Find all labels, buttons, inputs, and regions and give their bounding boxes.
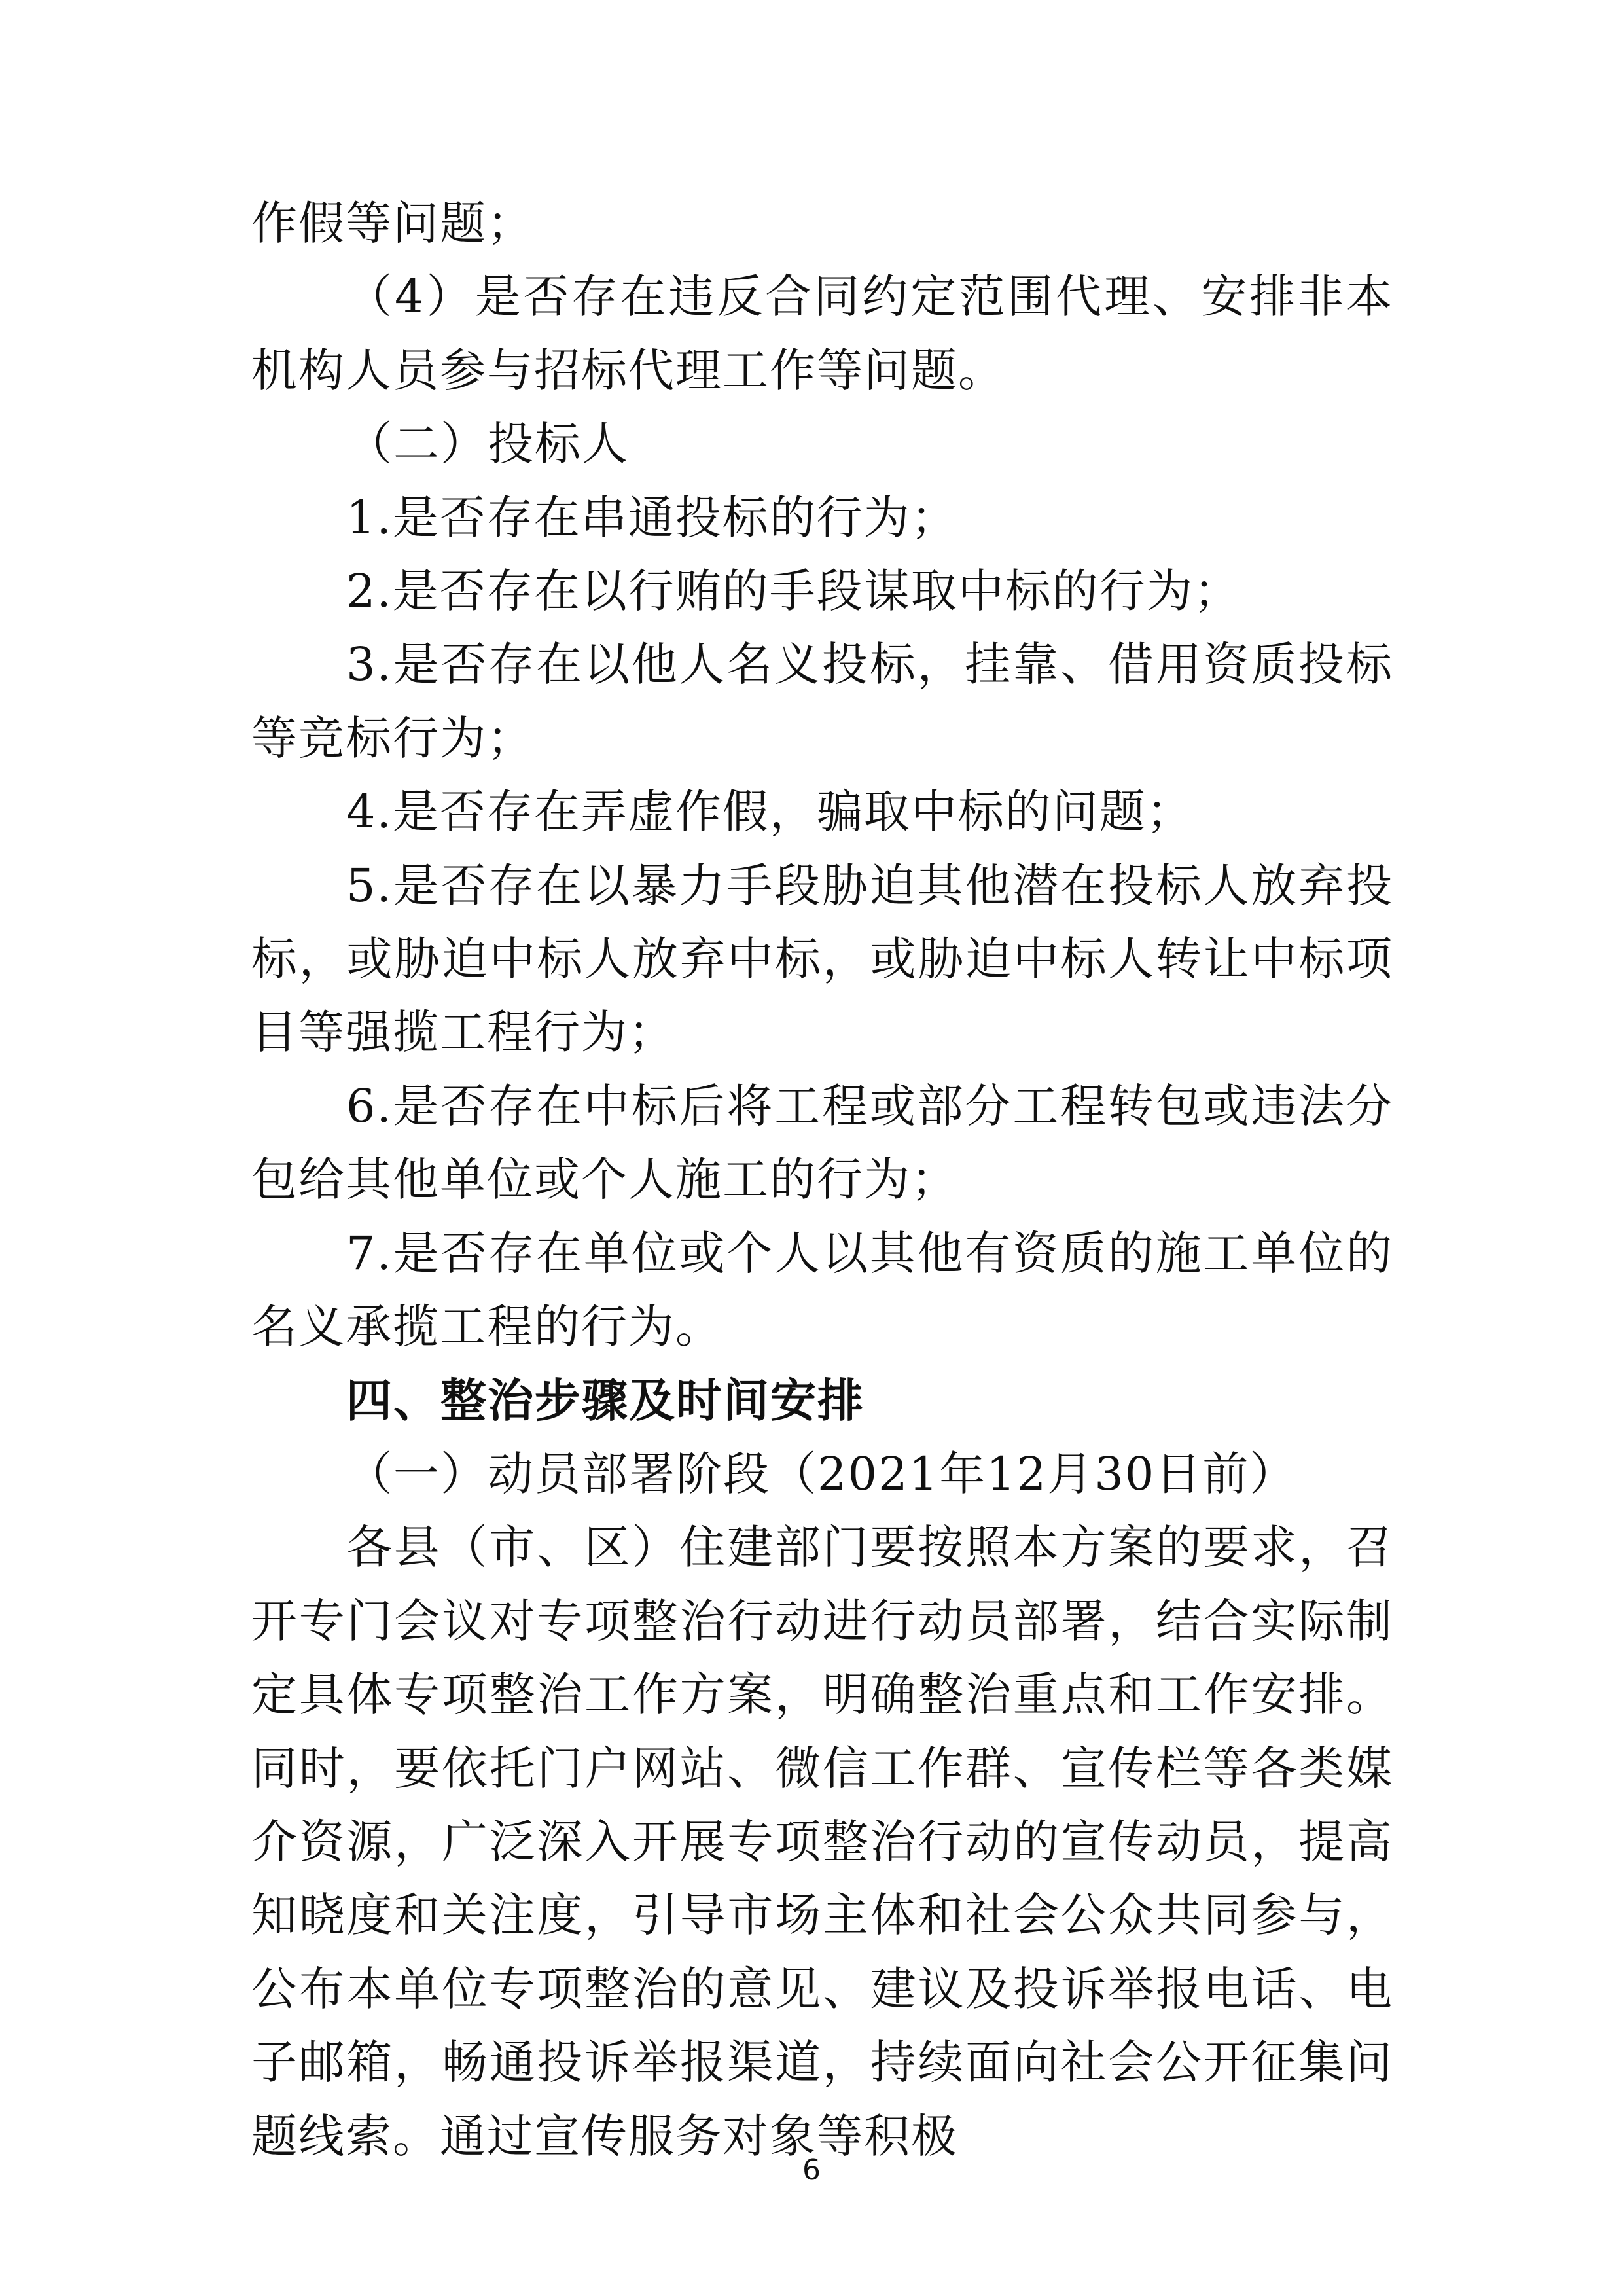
- document-body: [251, 187, 1393, 2173]
- list-item-3: 3.是否存在以他人名义投标，挂靠、借用资质投标等竞标行为；: [251, 637, 1393, 765]
- page-number: 6: [802, 2153, 821, 2187]
- paragraph-continuation: 作假等问题；: [251, 196, 534, 250]
- list-item-2: 2.是否存在以行贿的手段谋取中标的行为；: [346, 564, 1241, 619]
- list-item-1: 1.是否存在串通投标的行为；: [346, 490, 958, 545]
- subheading-bidders: （二）投标人: [346, 417, 629, 471]
- paragraph-mobilization-body: 各县（市、区）住建部门要按照本方案的要求，召开专门会议对专项整治行动进行动员部署，结合实际制定具体专项整治工作方案，明确整治重点和工作安排。同时，要依托门户网站、微信工作群、宣传栏等各类媒介资源，广泛深入开展专项整治行动的宣传动员，提高知晓度和关注度，引导市场主体和社会公众共同参与，公布本单位专项整治的意见、建议及投诉举报电话、电子邮箱，畅通投诉举报渠道，持续面向社会公开征集问题线索。通过宣传服务对象等积极: [251, 1520, 1393, 2163]
- paragraph-item-4: （4）是否存在违反合同约定范围代理、安排非本机构人员参与招标代理工作等问题。: [251, 270, 1393, 397]
- list-item-6: 6.是否存在中标后将工程或部分工程转包或违法分包给其他单位或个人施工的行为；: [251, 1079, 1393, 1207]
- list-item-5: 5.是否存在以暴力手段胁迫其他潜在投标人放弃投标，或胁迫中标人放弃中标，或胁迫中标人转让中标项目等强揽工程行为；: [251, 858, 1393, 1060]
- list-item-4: 4.是否存在弄虚作假，骗取中标的问题；: [346, 785, 1194, 839]
- list-item-7: 7.是否存在单位或个人以其他有资质的施工单位的名义承揽工程的行为。: [251, 1226, 1393, 1354]
- subheading-mobilization-phase: （一）动员部署阶段（2021年12月30日前）: [346, 1446, 1297, 1501]
- section-heading-steps-schedule: 四、整治步骤及时间安排: [346, 1373, 865, 1427]
